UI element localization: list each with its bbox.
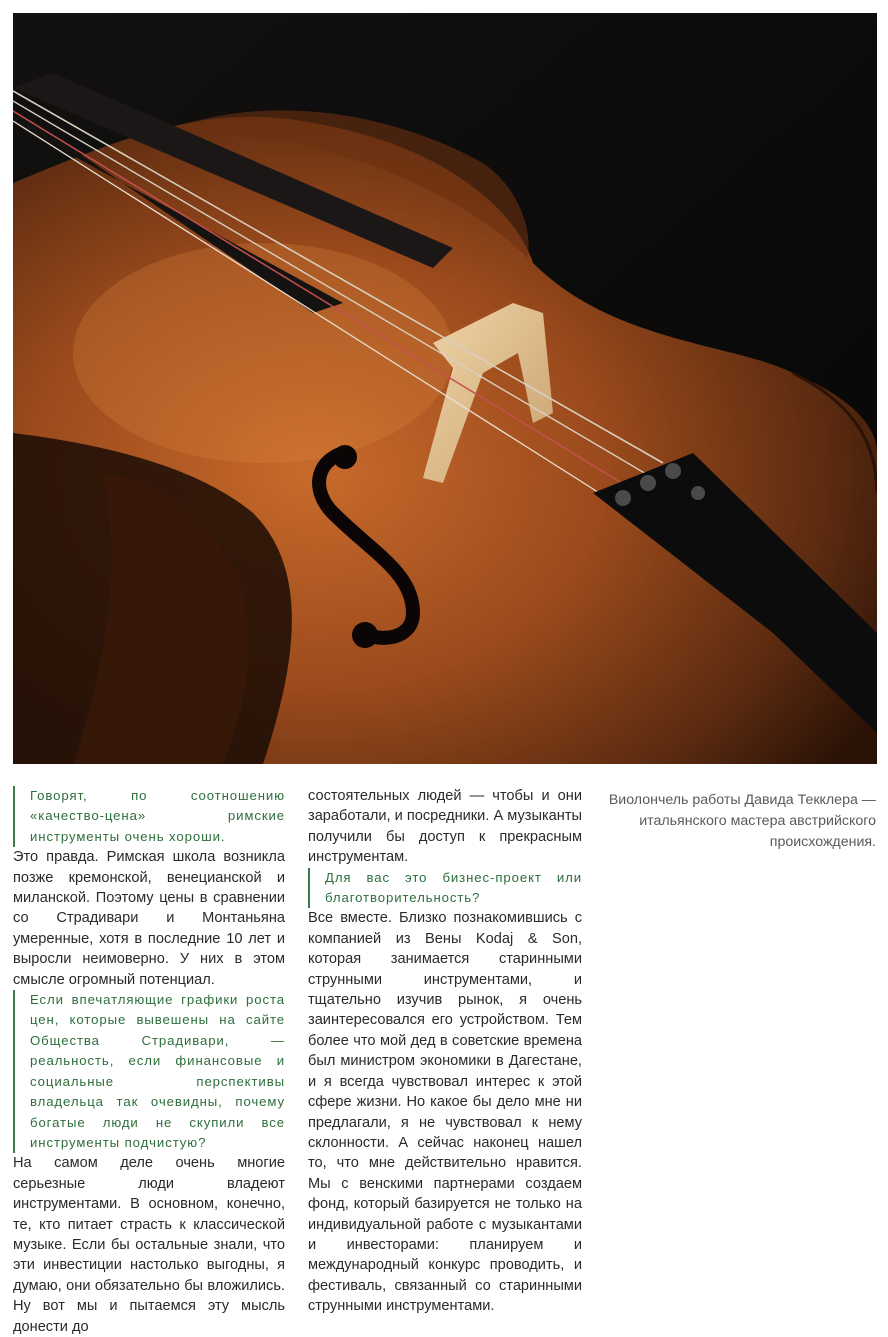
interview-question: Говорят, по соотношению «качество-цена» римские инструменты очень хороши.: [13, 786, 285, 847]
cello-photo: [13, 13, 877, 764]
text-column-1: [13, 786, 285, 1337]
interview-question: Для вас это бизнес-проект или благотворительность?: [308, 868, 582, 909]
interview-question: Если впечатляющие графики роста цен, которые вывешены на сайте Общества Страдивари, — реальность, если финансовые и социальные перспективы владельца так очевидны, почему богатые люди не скупили все инструменты подчистую?: [13, 990, 285, 1153]
text-column-2: [308, 786, 582, 1317]
interview-answer: состоятельных людей — чтобы и они заработали, и посредники. А музыканты получили бы доступ к прекрасным инструментам.: [308, 788, 582, 866]
interview-answer: Все вместе. Близко познакомившись с компанией из Вены Kodaj & Son, которая занимается старинными струнными инструментами, и тщательно изучив рынок, я очень заинтересовался его устройством. Тем более что мой дед в советские времена был министром экономики в Дагестане, и я всегда чувствовал интерес к этой сфере жизни. Но какое бы дело мне ни предлагали, я не чувствовал к нему склонности. А сейчас наконец нашел то, что мне действительно нравится. Мы с венскими партнерами создаем фонд, который базируется не только на индивидуальной работе с музыкантами и инвесторами: планируем и международный конкурс проводить, и фестиваль, связанный со старинными струнными инструментами.: [308, 910, 582, 1315]
interview-answer: На самом деле очень многие серьезные люди владеют инструментами. В основном, конечно, те, кто питает страсть к классической музыке. Если бы остальные знали, что эти инвестиции настолько выгодны, я думаю, они обязательно бы вложились. Ну вот мы и пытаемся эту мысль донести до: [13, 1155, 285, 1335]
interview-answer: Это правда. Римская школа возникла позже кремонской, венецианской и миланской. Поэтому цены в сравнении со Страдивари и Монтаньяна умеренные, хотя в последние 10 лет и выросли неимоверно. У них в этом смысле огромный потенциал.: [13, 849, 285, 988]
photo-caption: Виолончель работы Давида Текклера — итальянского мастера австрийского происхождения.: [608, 792, 876, 850]
